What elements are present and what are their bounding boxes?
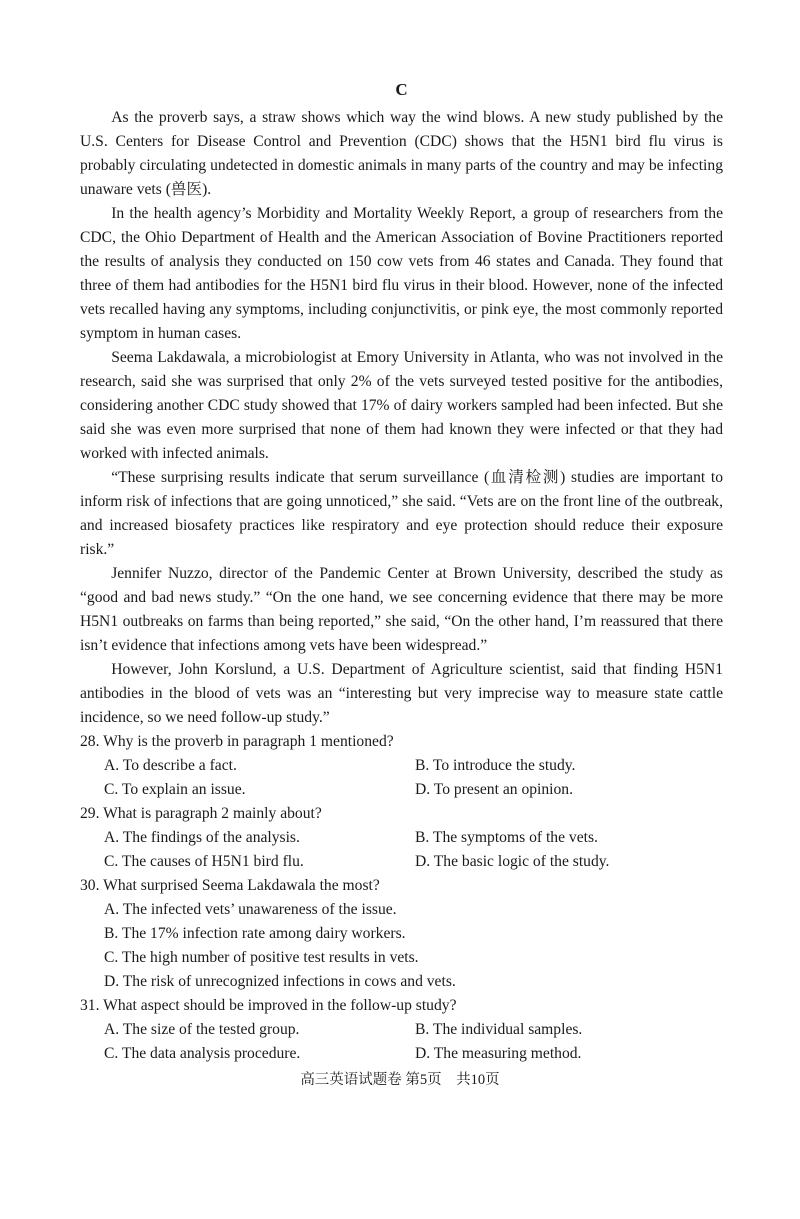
paragraph-2: In the health agency’s Morbidity and Mortality Weekly Report, a group of researchers from the CDC, the Ohio Department of Health and the American Association of Bovine Practitioners reported the results of analysis they conducted on 150 cow vets from 46 states and Canada. They found that three of them had antibodies for the H5N1 bird flu virus in their blood. However, none of the infected vets recalled having any symptoms, including conjunctivitis, or pink eye, the most commonly reported symptom in human cases. — [80, 205, 723, 342]
paragraph-3: Seema Lakdawala, a microbiologist at Emory University in Atlanta, who was not involved in the research, said she was surprised that only 2% of the vets surveyed tested positive for the antibodies, considering another CDC study showed that 17% of dairy workers sampled had been infected. But she said she was even more surprised that none of them had known they were infected or that they had worked with infected animals. — [80, 349, 723, 462]
option-c: C. The data analysis procedure. — [104, 1045, 301, 1062]
question-30 — [80, 874, 723, 994]
option-b: B. The symptoms of the vets. — [415, 829, 598, 846]
question-29 — [80, 802, 723, 874]
section-title: C — [395, 80, 408, 99]
option-c: C. The high number of positive test results in vets. — [104, 949, 419, 966]
options — [80, 1018, 723, 1066]
paragraph-4: “These surprising results indicate that serum surveillance (血清检测) studies are important to inform risk of infections that are going unnoticed,” she said. “Vets are on the front line of the outbreak, and increased biosafety practices like respiratory and eye protection should reduce their exposure risk.” — [80, 469, 723, 558]
option-d: D. The measuring method. — [415, 1045, 582, 1062]
option-a: A. The infected vets’ unawareness of the issue. — [104, 901, 397, 918]
option-b: B. To introduce the study. — [415, 757, 576, 774]
option-a: A. The findings of the analysis. — [104, 829, 300, 846]
option-a: A. To describe a fact. — [104, 757, 237, 774]
options — [80, 754, 723, 802]
question-28 — [80, 730, 723, 802]
options — [80, 826, 723, 874]
page-footer: 高三英语试题卷 第5页 共10页 — [300, 1072, 500, 1088]
question-31 — [80, 994, 723, 1066]
option-c: C. To explain an issue. — [104, 781, 246, 798]
paragraph-6: However, John Korslund, a U.S. Department of Agriculture scientist, said that finding H5N1 antibodies in the blood of vets was an “interesting but very imprecise way to measure state cattle incidence, so we need follow-up study.” — [80, 661, 723, 726]
exam-page — [80, 78, 723, 1066]
paragraph-5: Jennifer Nuzzo, director of the Pandemic Center at Brown University, described the study as “good and bad news study.” “On the one hand, we see concerning evidence that there may be more H5N1 outbreaks on farms than being reported,” she said, “On the other hand, I’m reassured that there isn’t evidence that infections among vets have been widespread.” — [80, 565, 723, 654]
paragraph-1: As the proverb says, a straw shows which way the wind blows. A new study published by the U.S. Centers for Disease Control and Prevention (CDC) shows that the H5N1 bird flu virus is probably circulating undetected in domestic animals in many parts of the country and may be infecting unaware vets (兽医). — [80, 109, 723, 198]
question-stem: 28. Why is the proverb in paragraph 1 mentioned? — [80, 733, 394, 750]
option-c: C. The causes of H5N1 bird flu. — [104, 853, 304, 870]
option-d: D. To present an opinion. — [415, 781, 574, 798]
question-stem: 31. What aspect should be improved in the follow-up study? — [80, 997, 457, 1014]
option-a: A. The size of the tested group. — [104, 1021, 300, 1038]
question-stem: 30. What surprised Seema Lakdawala the most? — [80, 877, 380, 894]
options — [80, 898, 723, 994]
question-stem: 29. What is paragraph 2 mainly about? — [80, 805, 322, 822]
option-d: D. The basic logic of the study. — [415, 853, 610, 870]
option-d: D. The risk of unrecognized infections in cows and vets. — [104, 973, 456, 990]
option-b: B. The 17% infection rate among dairy workers. — [104, 925, 406, 942]
option-b: B. The individual samples. — [415, 1021, 583, 1038]
